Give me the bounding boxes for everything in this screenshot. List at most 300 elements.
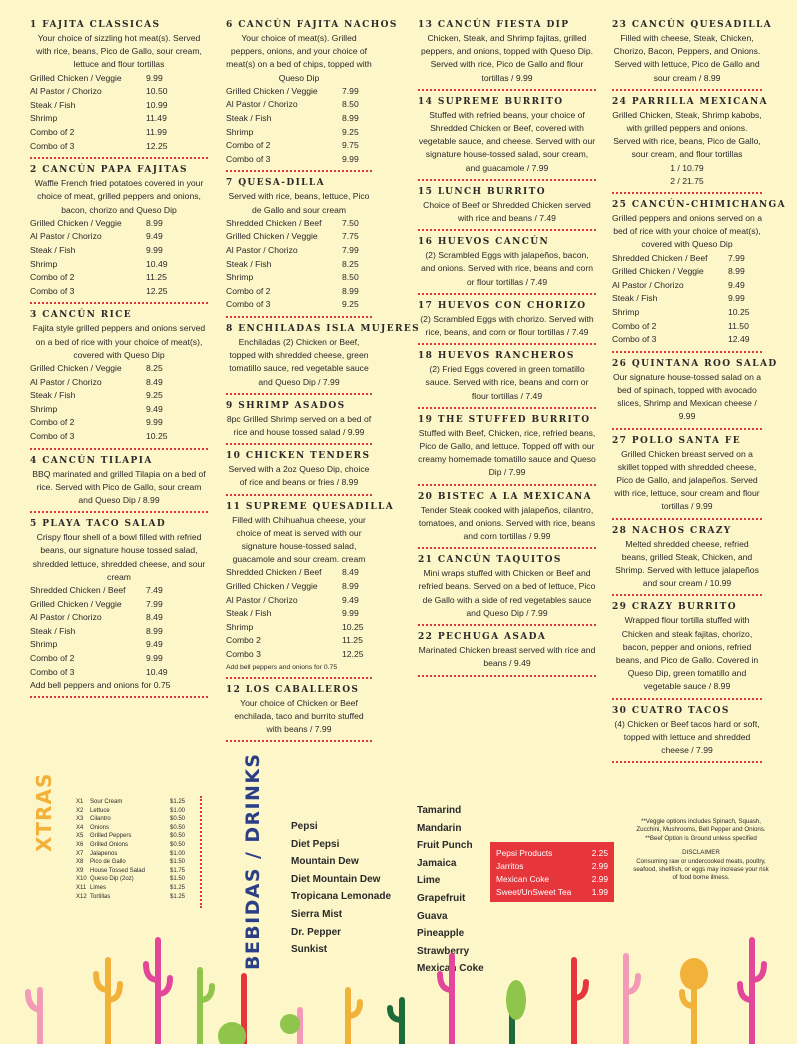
- price-value: 10.25: [146, 430, 168, 441]
- price-value: 9.75: [342, 140, 359, 151]
- drink-item: Guava: [417, 910, 448, 922]
- menu-item-description: (2) Fried Eggs covered in green tomatillo sauce. Served with rice, beans and corn or flour tortillas / 7.49: [425, 364, 589, 401]
- xtra-code: X8: [76, 859, 84, 866]
- dotted-divider: [418, 89, 596, 91]
- drinks-heading: BEBIDAS / DRINKS: [242, 752, 264, 970]
- price-row: [612, 252, 762, 266]
- price-value: 9.99: [728, 293, 745, 304]
- price-value: 7.49: [146, 584, 163, 595]
- price-option: Combo of 3: [612, 334, 657, 345]
- price-row: [30, 389, 208, 403]
- xtra-item: [76, 867, 196, 876]
- menu-item-title: 16 HUEVOS CANCÚN: [418, 237, 550, 248]
- xtra-item: [76, 850, 196, 859]
- price-row: [226, 634, 372, 648]
- menu-item-title: 29 CRAZY BURRITO: [612, 602, 737, 613]
- dotted-divider: [226, 316, 372, 318]
- price-value: 8.99: [728, 266, 745, 277]
- menu-item-price: 1 / 10.79: [670, 162, 704, 173]
- price-row: [226, 98, 372, 112]
- menu-item-description: BBQ marinated and grilled Tilapia on a bed of rice. Served with Pico de Gallo, sour cream and Queso Dip / 8.99: [32, 468, 206, 505]
- xtra-item: [76, 858, 196, 867]
- menu-item-description: Fajita style grilled peppers and onions served on a bed of rice with your choice of meat(s), covered with Queso Dip: [32, 323, 206, 360]
- price-row: [30, 625, 208, 639]
- price-value: 10.99: [146, 99, 168, 110]
- price-row: [612, 320, 762, 334]
- price-option: Steak / Fish: [226, 608, 272, 619]
- xtra-name: Tortillas: [90, 893, 111, 900]
- menu-item-title: 28 NACHOS CRAZY: [612, 525, 732, 536]
- price-value: 7.75: [342, 231, 359, 242]
- price-option: Grilled Chicken / Veggie: [30, 72, 122, 83]
- xtra-name: Grilled Onions: [90, 841, 129, 848]
- price-option: Shrimp: [30, 639, 58, 650]
- menu-item-description: (2) Scrambled Eggs with jalapeños, bacon, and onions. Served with rice, beans and corn or flour tortillas / 7.49: [421, 250, 593, 287]
- price-row: [226, 566, 372, 580]
- menu-item-description: Filled with cheese, Steak, Chicken, Chorizo, Bacon, Peppers, and Onions. Served with lettuce, Pico de Gallo and sour cream / 8.99: [613, 33, 761, 83]
- drink-item: Tamarind: [417, 805, 462, 816]
- dotted-divider: [612, 518, 762, 520]
- price-value: 9.99: [146, 417, 163, 428]
- price-option: Steak / Fish: [30, 390, 76, 401]
- price-row: [30, 72, 208, 86]
- xtra-price: $1.25: [170, 799, 186, 805]
- drink-item: Tropicana Lemonade: [291, 891, 392, 903]
- menu-item-title: 21 CANCÚN TAQUITOS: [418, 555, 562, 566]
- drink-price: 2.99: [591, 861, 608, 871]
- price-value: 8.99: [146, 625, 163, 636]
- price-option: Combo 3: [226, 648, 261, 659]
- menu-item-description: Melted shredded cheese, refried beans, grilled Steak, Chicken, and Shrimp. Served with lettuce jalapeños and sour cream / 10.99: [615, 538, 759, 589]
- price-value: 8.25: [146, 362, 163, 373]
- xtra-name: Jalapenos: [90, 850, 118, 857]
- price-row: [612, 333, 762, 347]
- xtra-name: Sour Cream: [90, 799, 123, 805]
- menu-item-description: Chicken, Steak, and Shrimp fajitas, grilled peppers, and onions, topped with Queso Dip. Served with rice, Pico de Gallo and flour tortillas / 9.99: [421, 33, 593, 83]
- price-option: Al Pastor / Chorizo: [612, 279, 684, 290]
- price-option: Grilled Chicken / Veggie: [612, 266, 704, 277]
- price-row: [30, 430, 208, 444]
- price-row: [30, 112, 208, 126]
- price-option: Grilled Chicken / Veggie: [226, 85, 318, 96]
- price-option: Grilled Chicken / Veggie: [226, 231, 318, 242]
- price-option: Steak / Fish: [30, 244, 76, 255]
- price-option: Combo of 3: [30, 666, 75, 677]
- price-value: 12.25: [342, 648, 364, 659]
- xtra-price: $0.50: [170, 824, 186, 831]
- price-row: [30, 258, 208, 272]
- drink-price: 1.99: [591, 887, 608, 897]
- price-option: Combo of 2: [226, 285, 271, 296]
- menu-item: [612, 706, 762, 764]
- menu-item: [226, 323, 421, 395]
- menu-item-title: 9 SHRIMP ASADOS: [226, 400, 346, 411]
- xtra-price: $1.50: [170, 876, 186, 883]
- price-option: Steak / Fish: [226, 113, 272, 123]
- price-row: [226, 285, 372, 299]
- menu-item: [418, 301, 596, 345]
- price-option: Al Pastor / Chorizo: [30, 231, 102, 242]
- xtra-code: X6: [76, 841, 84, 848]
- price-value: 7.99: [146, 598, 163, 609]
- menu-item: [612, 526, 762, 597]
- dotted-divider: [226, 443, 372, 445]
- menu-column-4: [612, 20, 786, 769]
- price-row: [612, 306, 762, 320]
- menu-item-title: 19 THE STUFFED BURRITO: [418, 414, 591, 425]
- menu-item: [612, 96, 769, 194]
- price-value: 11.49: [146, 113, 167, 124]
- drink-item: Lime: [417, 875, 441, 887]
- price-row: [226, 648, 372, 662]
- menu-item-title: 8 ENCHILADAS ISLA MUJERES: [226, 323, 421, 334]
- cactus-border-illustration: [0, 920, 797, 1044]
- menu-item: [226, 685, 372, 743]
- price-value: 9.49: [146, 403, 163, 414]
- price-option: Combo of 2: [30, 417, 75, 428]
- price-row: [30, 611, 208, 625]
- price-value: 7.50: [342, 217, 359, 228]
- drinks-price-box: [490, 842, 614, 902]
- price-option: Combo of 3: [30, 285, 75, 296]
- menu-item: [226, 451, 372, 495]
- menu-item: [612, 436, 762, 520]
- menu-item-title: 30 CUATRO TACOS: [612, 705, 730, 716]
- xtra-item: [76, 893, 196, 902]
- dotted-divider: [418, 484, 596, 486]
- price-option: Steak / Fish: [30, 625, 76, 636]
- price-value: 9.99: [146, 652, 163, 663]
- menu-item-title: 11 SUPREME QUESADILLA: [226, 501, 395, 512]
- price-option: Steak / Fish: [226, 258, 272, 269]
- xtra-code: X5: [76, 833, 84, 840]
- xtra-price: $1.25: [170, 893, 186, 900]
- menu-item-description: Your choice of Chicken or Beef enchilada, taco and burrito stuffed with beans / 7.99: [234, 697, 364, 734]
- drink-item: Mexican Coke: [417, 963, 484, 975]
- xtras-list: [76, 798, 196, 901]
- price-row: [226, 230, 372, 244]
- menu-item-description: Our signature house-tossed salad on a bed of spinach, topped with avocado slices, Shrimp and Mexican cheese / 9.99: [612, 371, 762, 422]
- menu-item: [30, 456, 208, 514]
- drink-item: Diet Pepsi: [291, 838, 340, 850]
- menu-item-description: Served with rice, beans, lettuce, Pico de Gallo and sour cream: [228, 191, 370, 215]
- menu-item: [612, 20, 773, 91]
- menu-item-title: 15 LUNCH BURRITO: [418, 186, 546, 197]
- price-option: Shrimp: [226, 126, 254, 137]
- drink-item: Mandarin: [417, 822, 462, 834]
- menu-item: [418, 97, 596, 181]
- price-row: [226, 244, 372, 258]
- xtra-price: $1.50: [170, 859, 186, 866]
- add-on-note: Add bell peppers and onions for 0.75: [30, 680, 171, 691]
- drink-item: Jamaica: [417, 857, 457, 869]
- xtra-item: [76, 798, 196, 807]
- menu-item-price: 2 / 21.75: [670, 175, 704, 186]
- xtras-divider: [200, 796, 202, 908]
- menu-item-title: 22 PECHUGA ASADA: [418, 632, 547, 643]
- menu-item: [226, 401, 372, 445]
- menu-item: [418, 351, 596, 409]
- dotted-divider: [418, 675, 596, 677]
- dotted-divider: [226, 393, 372, 395]
- add-on-note: Add bell peppers and onions for 0.75: [226, 663, 338, 671]
- dotted-divider: [418, 229, 596, 231]
- price-value: 8.99: [342, 580, 359, 591]
- menu-item-description: Crispy flour shell of a bowl filled with refried beans, our signature house tossed salad, shredded lettuce, shredded cheese, and sour cream: [32, 532, 206, 582]
- price-option: Grilled Chicken / Veggie: [30, 362, 122, 373]
- xtra-code: X4: [76, 824, 84, 831]
- price-row: [30, 85, 208, 99]
- xtra-price: $1.25: [170, 884, 186, 891]
- price-value: 10.49: [146, 258, 168, 269]
- price-value: 8.49: [146, 376, 163, 387]
- price-option: Al Pastor / Chorizo: [30, 376, 102, 387]
- menu-item-title: 6 CANCÚN FAJITA NACHOS: [226, 20, 398, 30]
- price-option: Al Pastor / Chorizo: [30, 612, 102, 623]
- menu-item-title: 25 CANCÚN-CHIMICHANGA: [612, 200, 786, 211]
- menu-column-1: [30, 20, 208, 704]
- drink-price-row: [496, 860, 608, 873]
- price-row: [226, 258, 372, 272]
- menu-item-title: 5 PLAYA TACO SALAD: [30, 519, 167, 530]
- xtra-price: $0.50: [170, 841, 186, 848]
- menu-item-description: Grilled Chicken breast served on a skillet topped with shredded cheese, Pico de Gallo, and jalapeños. Served with rice, lettuce, sour cream and flour tortillas / 9.99: [614, 448, 760, 512]
- menu-item-description: Enchiladas (2) Chicken or Beef, topped with shredded cheese, green tomatillo sauce, red vegetable sauce and Queso Dip / 7.99: [229, 336, 369, 387]
- menu-item-description: (4) Chicken or Beef tacos hard or soft, topped with lettuce and shredded cheese / 7.99: [614, 718, 760, 756]
- price-row: [30, 638, 208, 652]
- price-value: 8.25: [342, 258, 359, 269]
- price-row: [30, 126, 208, 140]
- price-value: 7.99: [728, 252, 745, 263]
- drink-price-row: [496, 886, 608, 899]
- price-row: [30, 99, 208, 113]
- menu-item-description: 8pc Grilled Shrimp served on a bed of rice and house tossed salad / 9.99: [226, 413, 372, 437]
- price-option: Combo of 3: [30, 140, 75, 151]
- xtra-name: Lettuce: [90, 807, 110, 814]
- price-value: 9.49: [728, 279, 745, 290]
- price-option: Al Pastor / Chorizo: [226, 99, 298, 110]
- price-option: Combo of 2: [30, 126, 75, 137]
- price-value: 10.25: [728, 307, 750, 318]
- dotted-divider: [30, 302, 208, 304]
- price-option: Steak / Fish: [612, 293, 658, 304]
- menu-item: [30, 519, 208, 698]
- price-value: 9.99: [342, 153, 359, 164]
- price-option: Combo of 3: [226, 153, 271, 164]
- xtra-price: $1.00: [170, 807, 186, 814]
- price-row: [226, 153, 372, 167]
- drink-category: Sweet/UnSweet Tea: [496, 887, 572, 897]
- menu-item: [612, 358, 778, 430]
- dotted-divider: [612, 192, 762, 194]
- price-value: 12.25: [146, 140, 168, 151]
- price-option: Combo of 2: [612, 320, 657, 331]
- xtra-item: [76, 841, 196, 850]
- menu-item-title: 20 BISTEC A LA MEXICANA: [418, 491, 592, 502]
- price-value: 8.49: [146, 612, 163, 623]
- drink-item: Sierra Mist: [291, 908, 343, 920]
- xtra-code: X3: [76, 816, 84, 823]
- price-option: Steak / Fish: [30, 99, 76, 110]
- price-value: 10.49: [146, 666, 168, 677]
- dotted-divider: [30, 696, 208, 698]
- menu-item: [418, 237, 596, 295]
- price-option: Shrimp: [30, 113, 58, 124]
- price-option: Al Pastor / Chorizo: [30, 86, 102, 97]
- price-row: [30, 230, 208, 244]
- price-row: [226, 85, 372, 99]
- xtra-price: $1.75: [170, 867, 186, 874]
- price-option: Shrimp: [30, 403, 58, 414]
- menu-item-title: 27 POLLO SANTA FE: [612, 435, 741, 446]
- price-option: Combo of 2: [30, 272, 75, 283]
- price-option: Combo of 3: [226, 299, 271, 310]
- xtra-name: Limes: [90, 884, 107, 891]
- menu-item-description: Your choice of meat(s). Grilled peppers, onions, and your choice of meat(s) on a bed of chips, topped with Queso Dip: [226, 33, 372, 83]
- price-option: Shredded Chicken / Beef: [30, 584, 126, 595]
- price-row: [30, 584, 208, 598]
- menu-item-description: Filled with Chihuahua cheese, your choice of meat is served with our signature house-tossed salad, guacamole and sour cream. cream: [232, 514, 366, 565]
- price-row: [30, 362, 208, 376]
- dotted-divider: [612, 594, 762, 596]
- menu-item-title: 2 CANCÚN PAPA FAJITAS: [30, 165, 188, 176]
- price-value: 9.99: [146, 72, 163, 83]
- price-option: Shrimp: [612, 307, 640, 318]
- xtras-heading: XTRAS: [32, 772, 56, 852]
- dotted-divider: [418, 179, 596, 181]
- price-row: [30, 598, 208, 612]
- dotted-divider: [418, 624, 596, 626]
- dotted-divider: [418, 547, 596, 549]
- xtra-name: Pico de Gallo: [90, 859, 126, 866]
- price-row: [226, 594, 372, 608]
- price-row: [612, 292, 762, 306]
- price-value: 8.50: [342, 272, 359, 283]
- xtra-name: Grilled Peppers: [90, 833, 132, 840]
- menu-item-description: (2) Scrambled Eggs with chorizo. Served with rice, beans, and corn or flour tortillas / 7.49: [420, 313, 594, 338]
- price-value: 11.25: [342, 635, 363, 646]
- menu-item: [418, 555, 596, 626]
- dotted-divider: [226, 677, 372, 679]
- xtra-item: [76, 807, 196, 816]
- dotted-divider: [612, 89, 762, 91]
- menu-item-title: 7 QUESA-DILLA: [226, 178, 326, 189]
- drink-category: Pepsi Products: [496, 848, 553, 858]
- xtra-code: X11: [76, 884, 87, 891]
- menu-item-description: Served with a 2oz Queso Dip, choice of rice and beans or fries / 8.99: [228, 464, 370, 488]
- drink-price: 2.25: [591, 848, 608, 858]
- drink-item: Fruit Punch: [417, 840, 473, 852]
- price-row: [612, 265, 762, 279]
- disclaimer-text: Consuming raw or undercooked meats, poultry, seafood, shellfish, or eggs may increase your risk of food borne illness.: [633, 857, 769, 882]
- menu-item-title: 10 CHICKEN TENDERS: [226, 451, 371, 462]
- menu-column-3: [418, 20, 596, 683]
- drink-item: Strawberry: [417, 945, 470, 957]
- xtra-item: [76, 875, 196, 884]
- price-row: [226, 298, 372, 312]
- dotted-divider: [418, 407, 596, 409]
- menu-item-description: Waffle French fried potatoes covered in your choice of meat, grilled peppers and onions, bacon, chorizo and Queso Dip: [34, 178, 204, 215]
- menu-item: [612, 602, 762, 699]
- drink-item: Mountain Dew: [291, 856, 359, 868]
- xtra-code: X10: [76, 876, 87, 883]
- menu-item-description: Choice of Beef or Shredded Chicken served with rice and beans / 7.49: [423, 199, 591, 224]
- xtra-code: X1: [76, 799, 84, 805]
- dotted-divider: [612, 428, 762, 430]
- menu-item-title: 24 PARRILLA MEXICANA: [612, 96, 769, 107]
- dotted-divider: [418, 293, 596, 295]
- menu-item: [418, 632, 596, 676]
- price-value: 10.50: [146, 86, 168, 97]
- drink-item: Pineapple: [417, 928, 465, 940]
- price-row: [226, 271, 372, 285]
- price-row: [226, 607, 372, 621]
- xtra-name: Queso Dip (2oz): [90, 876, 134, 883]
- xtra-code: X9: [76, 867, 84, 874]
- price-value: 12.49: [728, 334, 750, 345]
- price-value: 9.49: [146, 639, 163, 650]
- xtra-item: [76, 824, 196, 833]
- menu-item-title: 14 SUPREME BURRITO: [418, 96, 564, 107]
- xtra-name: House Tossed Salad: [90, 867, 145, 874]
- price-value: 9.25: [342, 126, 359, 137]
- menu-item-title: 3 CANCÚN RICE: [30, 310, 133, 321]
- price-option: Grilled Chicken / Veggie: [226, 580, 318, 591]
- price-row: [226, 139, 372, 153]
- dotted-divider: [30, 157, 208, 159]
- xtra-code: X2: [76, 807, 84, 814]
- menu-item: [226, 20, 398, 172]
- disclaimer-title: DISCLAIMER: [682, 849, 720, 857]
- menu-item-title: 23 CANCÚN QUESADILLA: [612, 20, 773, 30]
- menu-item: [30, 20, 208, 159]
- price-option: Shredded Chicken / Beef: [226, 217, 322, 228]
- price-row: [226, 126, 372, 140]
- price-row: [30, 416, 208, 430]
- drink-category: Jarritos: [496, 861, 524, 871]
- xtra-name: Cilantro: [90, 816, 111, 823]
- dotted-divider: [612, 761, 762, 763]
- price-row: [30, 244, 208, 258]
- menu-item: [418, 187, 596, 231]
- menu-item-description: Stuffed with Beef, Chicken, rice, refried beans, Pico de Gallo, and lettuce. Topped off with our creamy homemade tomatillo sauce and Queso Dip / 7.99: [418, 427, 596, 478]
- price-value: 12.25: [146, 285, 168, 296]
- menu-item-title: 17 HUEVOS CON CHORIZO: [418, 300, 587, 311]
- price-value: 8.49: [342, 567, 359, 578]
- dotted-divider: [226, 170, 372, 172]
- price-value: 8.99: [342, 113, 359, 123]
- price-row: [30, 376, 208, 390]
- dotted-divider: [30, 511, 208, 513]
- price-row: [30, 271, 208, 285]
- price-value: 11.50: [728, 320, 749, 331]
- price-option: Shrimp: [226, 272, 254, 283]
- menu-item-title: 4 CANCÚN TILAPIA: [30, 455, 153, 466]
- menu-item-description: Grilled Chicken, Steak, Shrimp kabobs, with grilled peppers and onions. Served with rice, beans, Pico de Gallo, sour cream, and flour tortillas: [612, 109, 762, 160]
- price-row: [226, 580, 372, 594]
- drink-item: Sunkist: [291, 944, 328, 956]
- price-value: 9.49: [342, 594, 359, 605]
- price-value: 11.99: [146, 126, 167, 137]
- drink-item: Dr. Pepper: [291, 926, 342, 938]
- drink-price: 2.99: [591, 874, 608, 884]
- price-row: [30, 140, 208, 154]
- menu-item-description: Wrapped flour tortilla stuffed with Chicken and steak fajitas, chorizo, bacon, pepper and onions, refried beans, and Pico de Gallo. Covered in Queso Dip, green tomatillo and vegetable sauce / 8.99: [615, 615, 759, 692]
- xtra-item: [76, 815, 196, 824]
- dotted-divider: [612, 351, 762, 353]
- menu-item: [226, 178, 372, 318]
- price-option: Shrimp: [226, 621, 254, 632]
